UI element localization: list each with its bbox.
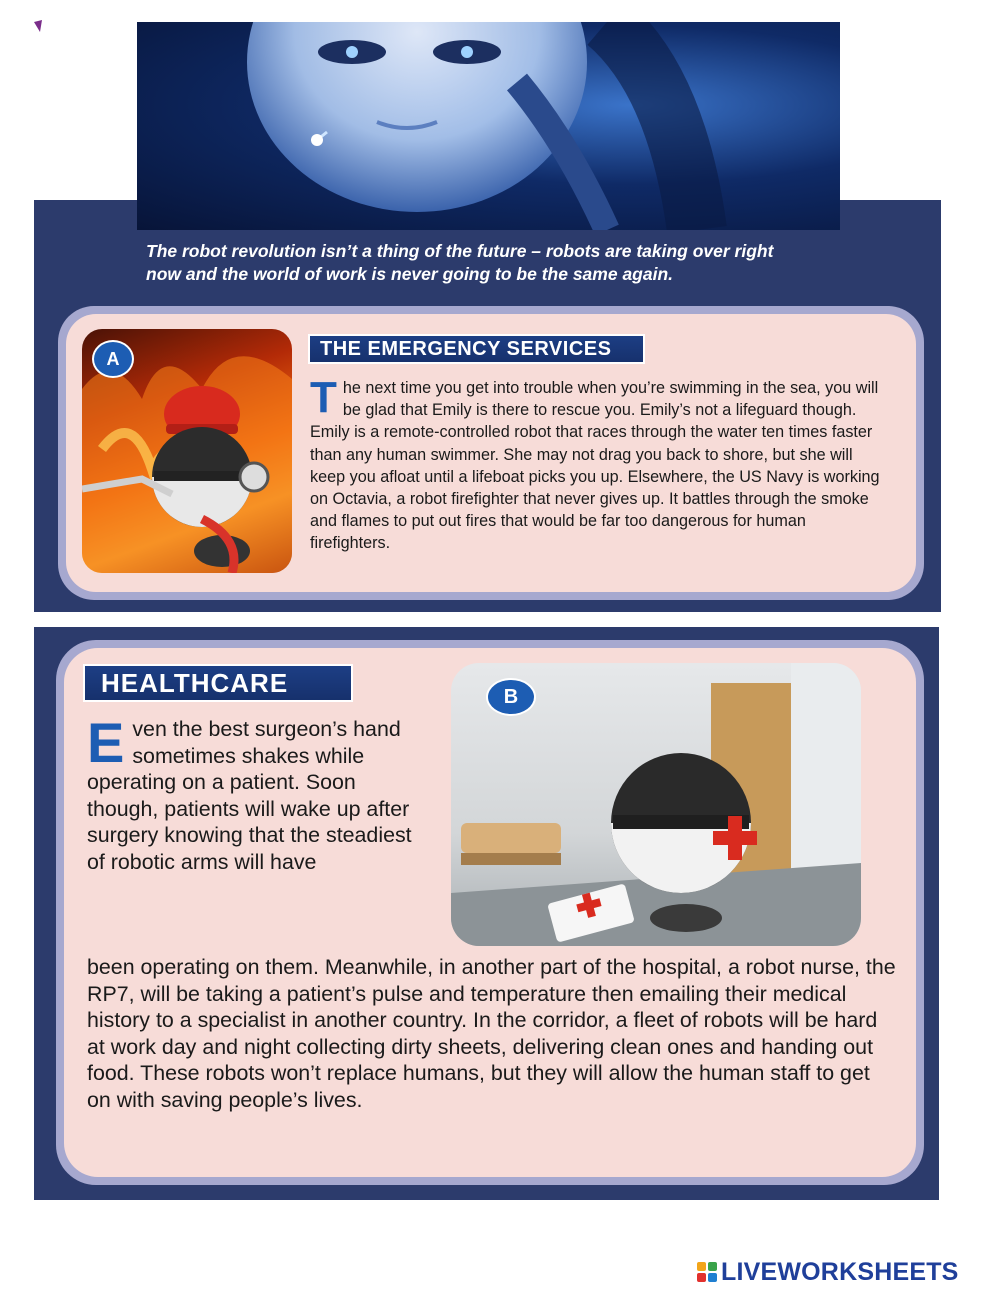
section-b-body-top [87,711,427,876]
section-b-heading: HEALTHCARE [83,664,353,702]
liveworksheets-logo[interactable] [697,1257,959,1287]
logo-text: LIVEWORKSHEETS [721,1257,959,1286]
section-b-body-top-text: ven the best surgeon’s hand sometimes shakes while operating on a patient. Soon though, patients will wake up after surgery knowing that the steadiest of robotic arms will have [87,717,412,874]
intro-line-1: The robot revolution isn’t a thing of the future – robots are taking over right [146,241,774,261]
section-b-dropcap: E [87,711,125,774]
section-b-badge: B [486,678,536,716]
section-a-dropcap: T [310,373,337,422]
intro-line-2: now and the world of work is never going to be the same again. [146,264,674,284]
section-b-body-bottom: been operating on them. Meanwhile, in another part of the hospital, a robot nurse, the RP7, will be taking a patient’s pulse and temperature then emailing their medical history to a specialist in another country. In the corridor, a fleet of robots will be hard at work day and night collecting dirty sheets, delivering clean ones and handing out food. These robots won’t replace humans, but they will allow the human staff to get on with saving people’s lives. [87,955,896,1112]
corner-mark-icon [34,20,44,32]
hero-robot-image [137,22,840,230]
section-a-body-text: he next time you get into trouble when you’re swimming in the sea, you will be glad that Emily is there to rescue you. Emily’s not a lifeguard though. Emily is a remote-controlled robot that races through the water ten times faster than any human swimmer. She may not drag you back to shore, but she will keep you afloat until a lifeboat picks you up. Elsewhere, the US Navy is working on Octavia, a robot firefighter that never gives up. It battles through the smoke and flames to put out fires that would be far too dangerous for human firefighters. [310,379,880,553]
logo-blocks-icon [697,1262,717,1282]
section-a-body [310,373,888,555]
intro-text [146,240,866,286]
section-a-heading: THE EMERGENCY SERVICES [308,334,645,364]
section-a-badge: A [92,340,134,378]
